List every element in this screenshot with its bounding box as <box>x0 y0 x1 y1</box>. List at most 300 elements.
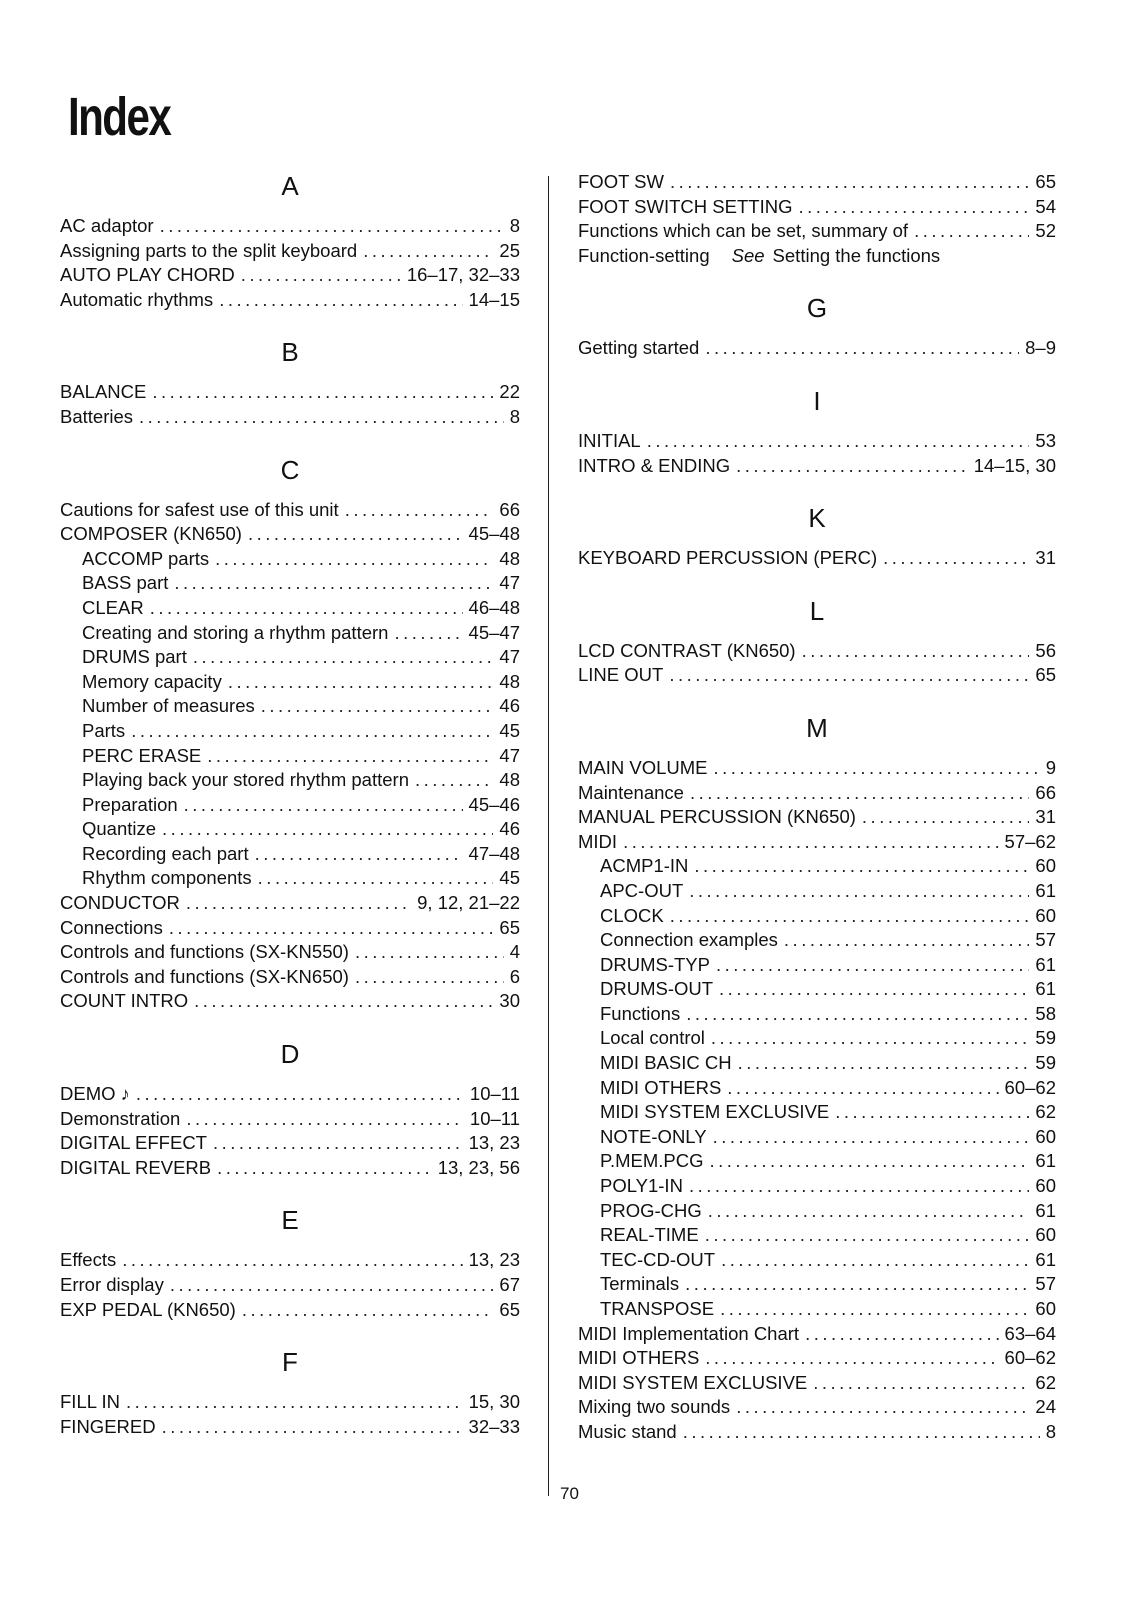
entry-pages: 60 <box>1035 855 1056 877</box>
entry-pages: 65 <box>499 916 520 938</box>
leader-dots <box>363 239 493 264</box>
index-section <box>60 170 520 312</box>
index-subentry <box>578 1051 1056 1076</box>
leader-dots <box>345 498 494 523</box>
leader-dots <box>690 781 1029 806</box>
entry-pages: 8 <box>509 215 520 236</box>
see-target: Setting the functions <box>772 244 941 266</box>
leader-dots <box>736 1395 1029 1420</box>
leader-dots <box>623 830 998 855</box>
index-entry <box>578 1395 1056 1420</box>
index-subentry <box>578 1100 1056 1125</box>
index-entry <box>60 1415 520 1440</box>
index-entry <box>578 805 1056 830</box>
entry-pages: 62 <box>1035 1371 1056 1393</box>
index-subentry <box>578 1174 1056 1199</box>
entry-label: Music stand <box>578 1420 677 1442</box>
index-subentry <box>578 953 1056 978</box>
leader-dots <box>709 1149 1029 1174</box>
index-subentry <box>578 1223 1056 1248</box>
index-section <box>60 336 520 429</box>
index-section <box>578 595 1056 688</box>
entry-label: Parts <box>82 719 126 741</box>
entry-pages: 8 <box>509 405 520 427</box>
entry-label: PROG-CHG <box>600 1199 702 1221</box>
entry-pages: 56 <box>1035 639 1056 661</box>
entry-pages: 45–48 <box>468 523 520 545</box>
entry-pages: 13, 23, 56 <box>437 1156 520 1178</box>
index-entry <box>60 1273 520 1298</box>
leader-dots <box>258 866 494 891</box>
leader-dots <box>193 645 494 670</box>
entry-pages: 45 <box>499 719 520 741</box>
index-subentry <box>60 866 520 891</box>
entry-pages: 60 <box>1035 1224 1056 1246</box>
entry-label: Rhythm components <box>82 867 252 889</box>
leader-dots <box>355 940 504 965</box>
entry-pages: 8–9 <box>1025 337 1056 359</box>
leader-dots <box>131 719 493 744</box>
entry-label: MIDI BASIC CH <box>600 1052 732 1074</box>
entry-pages: 25 <box>499 239 520 261</box>
index-entry <box>60 1248 520 1273</box>
entry-pages: 65 <box>499 1298 520 1320</box>
index-section <box>578 385 1056 478</box>
index-entry <box>60 1082 520 1107</box>
leader-dots <box>169 916 494 941</box>
index-entry <box>60 239 520 264</box>
index-entry <box>578 429 1056 454</box>
leader-dots <box>736 454 968 479</box>
leader-dots <box>670 170 1029 195</box>
entry-pages: 52 <box>1035 220 1056 242</box>
index-entry <box>578 219 1056 244</box>
entry-pages: 24 <box>1035 1396 1056 1418</box>
index-entry <box>60 940 520 965</box>
entry-label: Recording each part <box>82 842 249 864</box>
entry-label: DRUMS part <box>82 646 187 668</box>
entry-pages: 54 <box>1035 195 1056 217</box>
entry-label: Effects <box>60 1249 117 1271</box>
leader-dots <box>813 1371 1029 1396</box>
index-entry <box>578 1346 1056 1371</box>
index-section <box>60 1204 520 1322</box>
entry-pages: 47 <box>499 744 520 766</box>
entry-pages: 13, 23 <box>468 1249 520 1271</box>
entry-label: ACCOMP parts <box>82 547 210 569</box>
entry-pages: 66 <box>1035 781 1056 803</box>
entry-pages: 31 <box>1035 806 1056 828</box>
index-entry <box>578 546 1056 571</box>
index-entry <box>578 830 1056 855</box>
leader-dots <box>217 1156 432 1181</box>
leader-dots <box>126 1390 463 1415</box>
entry-label: MIDI SYSTEM EXCLUSIVE <box>578 1371 808 1393</box>
index-entry <box>578 1371 1056 1396</box>
entry-label: P.MEM.PCG <box>600 1150 704 1172</box>
section-letter: F <box>282 1347 298 1378</box>
column-divider <box>548 176 549 1496</box>
leader-dots <box>215 547 493 572</box>
index-entry <box>578 1420 1056 1445</box>
section-letter: D <box>280 1039 300 1070</box>
entry-label: Batteries <box>60 405 134 427</box>
index-subentry <box>60 719 520 744</box>
entry-label: Automatic rhythms <box>60 288 214 310</box>
index-subentry <box>578 1149 1056 1174</box>
index-subentry <box>578 977 1056 1002</box>
leader-dots <box>683 1420 1040 1445</box>
index-subentry <box>578 904 1056 929</box>
leader-dots <box>719 977 1029 1002</box>
index-subentry <box>60 842 520 867</box>
entry-label: EXP PEDAL (KN650) <box>60 1298 236 1320</box>
entry-pages: 57–62 <box>1004 830 1056 852</box>
leader-dots <box>255 842 463 867</box>
entry-pages: 61 <box>1035 953 1056 975</box>
entry-label: NOTE-ONLY <box>600 1125 707 1147</box>
entry-label: Mixing two sounds <box>578 1396 731 1418</box>
leader-dots <box>784 928 1030 953</box>
leader-dots <box>716 953 1029 978</box>
entry-pages: 60–62 <box>1004 1076 1056 1098</box>
entry-label: Memory capacity <box>82 670 222 692</box>
entry-label: Quantize <box>82 818 157 840</box>
entry-label: REAL-TIME <box>600 1224 699 1246</box>
entry-pages: 48 <box>499 547 520 569</box>
index-section <box>60 1346 520 1439</box>
leader-dots <box>689 1174 1029 1199</box>
index-subentry <box>578 1248 1056 1273</box>
leader-dots <box>708 1199 1030 1224</box>
entry-label: MANUAL PERCUSSION (KN650) <box>578 806 856 828</box>
entry-label: BALANCE <box>60 381 147 403</box>
index-entry <box>60 891 520 916</box>
index-subentry <box>578 879 1056 904</box>
section-letter: G <box>806 293 828 324</box>
leader-dots <box>219 288 462 313</box>
entry-label: APC-OUT <box>600 879 684 901</box>
entry-pages: 60 <box>1035 1175 1056 1197</box>
entry-pages: 45 <box>499 867 520 889</box>
index-entry <box>60 1298 520 1323</box>
entry-label: Terminals <box>600 1273 680 1295</box>
entry-label: TRANSPOSE <box>600 1298 715 1319</box>
entry-pages: 46–48 <box>468 596 520 618</box>
index-subentry <box>60 645 520 670</box>
entry-pages: 14–15 <box>468 288 520 310</box>
section-letter: L <box>809 595 825 626</box>
entry-pages: 63–64 <box>1004 1322 1056 1344</box>
entry-label: DRUMS-TYP <box>600 953 710 975</box>
leader-dots <box>150 596 463 621</box>
entry-pages: 4 <box>509 941 520 963</box>
entry-pages: 16–17, 32–33 <box>406 264 520 286</box>
entry-label: Maintenance <box>578 781 684 803</box>
entry-label: Functions which can be set, summary of <box>578 220 909 242</box>
entry-label: Connections <box>60 916 163 938</box>
entry-label: ACMP1-IN <box>600 855 689 877</box>
leader-dots <box>162 1415 463 1440</box>
leader-dots <box>162 817 493 842</box>
entry-label: DIGITAL EFFECT <box>60 1132 207 1154</box>
leader-dots <box>394 621 462 646</box>
entry-pages: 59 <box>1035 1052 1056 1074</box>
entry-label: Controls and functions (SX-KN550) <box>60 941 349 963</box>
entry-pages: 48 <box>499 670 520 692</box>
index-subentry <box>578 1002 1056 1027</box>
entry-pages: 22 <box>499 381 520 403</box>
leader-dots <box>738 1051 1030 1076</box>
leader-dots <box>914 219 1029 244</box>
leader-dots <box>805 1322 998 1347</box>
index-section <box>578 170 1056 268</box>
entry-pages: 45–47 <box>468 621 520 643</box>
entry-pages: 48 <box>499 769 520 791</box>
entry-label: Number of measures <box>82 695 255 717</box>
index-entry <box>578 336 1056 361</box>
section-letter: B <box>281 337 299 368</box>
entry-pages: 13, 23 <box>468 1132 520 1154</box>
entry-pages: 61 <box>1035 978 1056 1000</box>
entry-label: DRUMS-OUT <box>600 978 714 1000</box>
entry-label: Creating and storing a rhythm pattern <box>82 621 389 643</box>
entry-pages: 47–48 <box>468 842 520 864</box>
entry-pages: 14–15, 30 <box>973 454 1056 476</box>
index-entry <box>60 965 520 990</box>
entry-pages: 60 <box>1035 1125 1056 1147</box>
leader-dots <box>186 1107 464 1132</box>
see-reference: See <box>731 244 765 266</box>
entry-label: DEMO ♪ <box>60 1083 130 1105</box>
index-entry <box>578 454 1056 479</box>
leader-dots <box>670 904 1030 929</box>
entry-label: CONDUCTOR <box>60 892 180 914</box>
index-entry <box>578 170 1056 195</box>
leader-dots <box>122 1248 462 1273</box>
leader-dots <box>194 989 493 1014</box>
section-letter: E <box>281 1205 299 1236</box>
index-subentry <box>60 621 520 646</box>
entry-pages: 9, 12, 21–22 <box>417 892 520 914</box>
entry-pages: 61 <box>1035 879 1056 901</box>
entry-label: BASS part <box>82 572 169 594</box>
leader-dots <box>139 405 504 430</box>
index-column-left <box>60 170 520 1463</box>
entry-label: LINE OUT <box>578 664 664 686</box>
index-entry <box>60 1156 520 1181</box>
entry-label: INTRO & ENDING <box>578 454 731 476</box>
leader-dots <box>713 1125 1030 1150</box>
entry-label: INITIAL <box>578 429 641 451</box>
leader-dots <box>248 522 463 547</box>
leader-dots <box>213 1131 463 1156</box>
leader-dots <box>647 429 1030 454</box>
entry-pages: 61 <box>1035 1248 1056 1270</box>
entry-pages: 65 <box>1035 664 1056 686</box>
entry-label: LCD CONTRAST (KN650) <box>578 639 796 661</box>
index-entry <box>578 195 1056 220</box>
entry-label: COMPOSER (KN650) <box>60 523 242 545</box>
leader-dots <box>694 854 1029 879</box>
index-entry <box>60 522 520 547</box>
index-subentry <box>60 793 520 818</box>
index-subentry <box>60 744 520 769</box>
leader-dots <box>720 1297 1029 1322</box>
entry-label: PERC ERASE <box>82 744 202 766</box>
page-title: Index <box>68 87 171 147</box>
index-entry <box>60 916 520 941</box>
entry-label: MIDI Implementation Chart <box>578 1322 800 1344</box>
entry-pages: 45–46 <box>468 793 520 815</box>
entry-pages: 61 <box>1035 1199 1056 1221</box>
entry-pages: 60 <box>1035 904 1056 926</box>
index-subentry <box>578 1272 1056 1297</box>
entry-pages: 53 <box>1035 429 1056 451</box>
leader-dots <box>711 1026 1030 1051</box>
leader-dots <box>685 1272 1029 1297</box>
entry-label: FOOT SWITCH SETTING <box>578 195 793 217</box>
entry-label: TEC-CD-OUT <box>600 1248 716 1270</box>
index-entry <box>60 214 520 239</box>
index-entry <box>60 1107 520 1132</box>
entry-pages: 62 <box>1035 1101 1056 1123</box>
index-subentry <box>60 547 520 572</box>
leader-dots <box>355 965 504 990</box>
leader-dots <box>136 1082 464 1107</box>
leader-dots <box>241 263 401 288</box>
index-entry <box>578 639 1056 664</box>
index-entry <box>60 989 520 1014</box>
index-subentry <box>578 1297 1056 1322</box>
entry-label: Assigning parts to the split keyboard <box>60 239 358 261</box>
entry-label: MAIN VOLUME <box>578 756 708 778</box>
entry-pages: 57 <box>1035 1273 1056 1295</box>
leader-dots <box>862 805 1030 830</box>
entry-label: Cautions for safest use of this unit <box>60 498 339 520</box>
entry-label: Functions <box>600 1002 681 1024</box>
index-subentry <box>578 1076 1056 1101</box>
index-section <box>578 292 1056 361</box>
leader-dots <box>705 1223 1030 1248</box>
index-subentry <box>60 817 520 842</box>
index-subentry <box>60 596 520 621</box>
entry-label: MIDI OTHERS <box>578 1347 700 1369</box>
index-entry <box>60 380 520 405</box>
entry-label: FOOT SW <box>578 171 664 192</box>
index-subentry <box>578 1199 1056 1224</box>
leader-dots <box>798 195 1029 220</box>
entry-pages: 65 <box>1035 171 1056 192</box>
leader-dots <box>160 214 504 239</box>
entry-pages: 10–11 <box>469 1083 520 1105</box>
leader-dots <box>228 670 494 695</box>
leader-dots <box>186 891 411 916</box>
index-subentry <box>60 694 520 719</box>
index-section <box>60 1038 520 1180</box>
entry-label: Controls and functions (SX-KN650) <box>60 965 349 987</box>
entry-pages: 46 <box>499 695 520 717</box>
index-section <box>578 712 1056 1445</box>
entry-label: Error display <box>60 1274 164 1295</box>
entry-label: MIDI OTHERS <box>600 1076 722 1098</box>
index-entry <box>578 244 1056 269</box>
index-subentry <box>60 571 520 596</box>
index-subentry <box>578 928 1056 953</box>
entry-pages: 47 <box>499 572 520 594</box>
leader-dots <box>207 744 493 769</box>
entry-label: Preparation <box>82 793 178 815</box>
leader-dots <box>152 380 493 405</box>
section-letter: K <box>808 503 826 534</box>
leader-dots <box>669 663 1029 688</box>
entry-label: Demonstration <box>60 1107 181 1129</box>
index-entry <box>578 1322 1056 1347</box>
entry-label: AUTO PLAY CHORD <box>60 264 235 286</box>
index-subentry <box>578 854 1056 879</box>
index-entry <box>60 1131 520 1156</box>
entry-pages: 31 <box>1035 547 1056 569</box>
entry-pages: 67 <box>499 1274 520 1295</box>
leader-dots <box>689 879 1029 904</box>
leader-dots <box>415 768 493 793</box>
section-letter: I <box>813 385 821 416</box>
entry-pages: 15, 30 <box>468 1391 520 1413</box>
entry-label: COUNT INTRO <box>60 990 189 1012</box>
index-entry <box>578 663 1056 688</box>
index-section <box>578 502 1056 571</box>
entry-label: Function-setting <box>578 244 710 266</box>
leader-dots <box>721 1248 1029 1273</box>
leader-dots <box>242 1298 494 1323</box>
leader-dots <box>705 1346 998 1371</box>
entry-label: POLY1-IN <box>600 1175 683 1197</box>
entry-pages: 8 <box>1045 1420 1056 1442</box>
entry-label: Getting started <box>578 337 700 359</box>
leader-dots <box>714 756 1040 781</box>
index-entry <box>578 781 1056 806</box>
section-letter: C <box>280 454 300 485</box>
leader-dots <box>184 793 463 818</box>
index-entry <box>60 288 520 313</box>
entry-pages: 61 <box>1035 1150 1056 1172</box>
leader-dots <box>686 1002 1029 1027</box>
index-subentry <box>578 1026 1056 1051</box>
entry-label: DIGITAL REVERB <box>60 1156 212 1178</box>
entry-pages: 6 <box>509 965 520 987</box>
index-subentry <box>578 1125 1056 1150</box>
index-entry <box>578 756 1056 781</box>
leader-dots <box>174 571 493 596</box>
entry-pages: 9 <box>1045 756 1056 778</box>
entry-pages: 60 <box>1035 1298 1056 1319</box>
section-letter: A <box>281 171 299 201</box>
entry-label: AC adaptor <box>60 215 154 236</box>
entry-pages: 66 <box>499 498 520 520</box>
entry-pages: 57 <box>1035 929 1056 951</box>
entry-label: CLEAR <box>82 596 144 618</box>
leader-dots <box>705 336 1019 361</box>
entry-label: MIDI <box>578 830 618 852</box>
entry-label: Local control <box>600 1027 705 1049</box>
index-subentry <box>60 768 520 793</box>
index-entry <box>60 498 520 523</box>
leader-dots <box>261 694 494 719</box>
entry-label: Playing back your stored rhythm pattern <box>82 769 409 791</box>
entry-label: FINGERED <box>60 1415 156 1437</box>
index-section <box>60 454 520 1014</box>
leader-dots <box>835 1100 1029 1125</box>
